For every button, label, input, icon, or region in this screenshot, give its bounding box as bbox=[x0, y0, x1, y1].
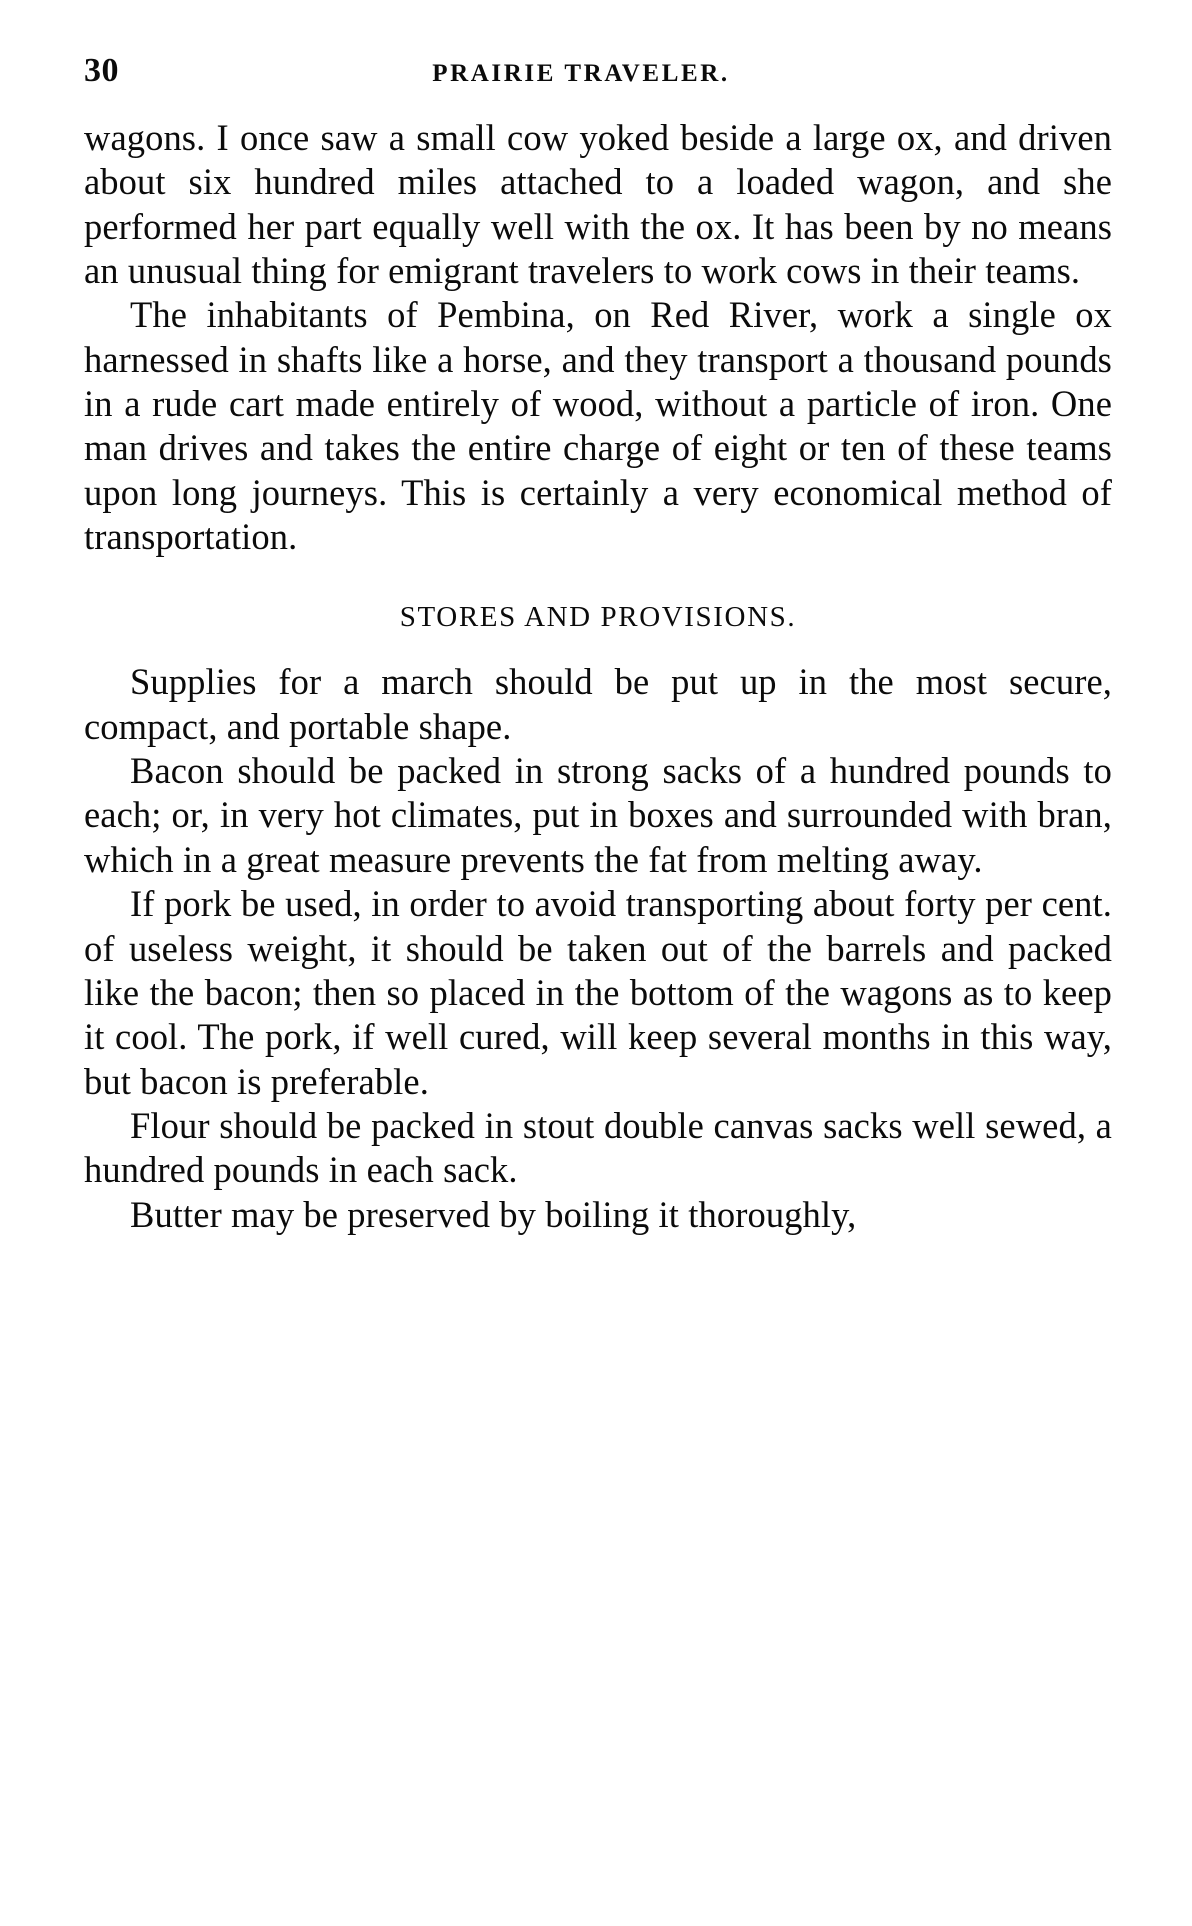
paragraph-7: Butter may be preserved by boiling it thoroughly, bbox=[130, 1193, 857, 1235]
paragraph-4: Bacon should be packed in strong sacks of a hundred pounds to each; or, in very hot climates, put in boxes and surrounded with bran, which in a great measure prevents the fat from melting away. bbox=[84, 750, 1112, 880]
paragraph-5: If pork be used, in order to avoid transporting about forty per cent. of useless weight, it should be taken out of the barrels and packed like the bacon; then so placed in the bottom of the wagons as to keep it cool. The pork, if well cured, will keep several months in this way, but bacon is preferable. bbox=[84, 883, 1112, 1102]
paragraph-6: Flour should be packed in stout double canvas sacks well sewed, a hundred pounds in each sack. bbox=[84, 1104, 1112, 1191]
page-body bbox=[84, 116, 1112, 1237]
page-header bbox=[84, 52, 1108, 106]
paragraph-1: wagons. I once saw a small cow yoked beside a large ox, and driven about six hundred miles attached to a loaded wagon, and she performed her part equally well with the ox. It has been by no means an unusual thing for emigrant travelers to work cows in their teams. bbox=[84, 117, 1112, 292]
paragraph-3: Supplies for a march should be put up in the most secure, compact, and portable shape. bbox=[84, 661, 1112, 747]
page-number: 30 bbox=[84, 52, 119, 89]
paragraph-2: The inhabitants of Pembina, on Red River, work a single ox harnessed in shafts like a horse, and they transport a thousand pounds in a rude cart made entirely of wood, without a particle of iron. One man drives and takes the entire charge of eight or ten of these teams upon long journeys. This is certainly a very economical method of transportation. bbox=[84, 294, 1112, 558]
running-head: PRAIRIE TRAVELER. bbox=[432, 60, 730, 87]
section-heading: STORES AND PROVISIONS. bbox=[399, 601, 797, 634]
